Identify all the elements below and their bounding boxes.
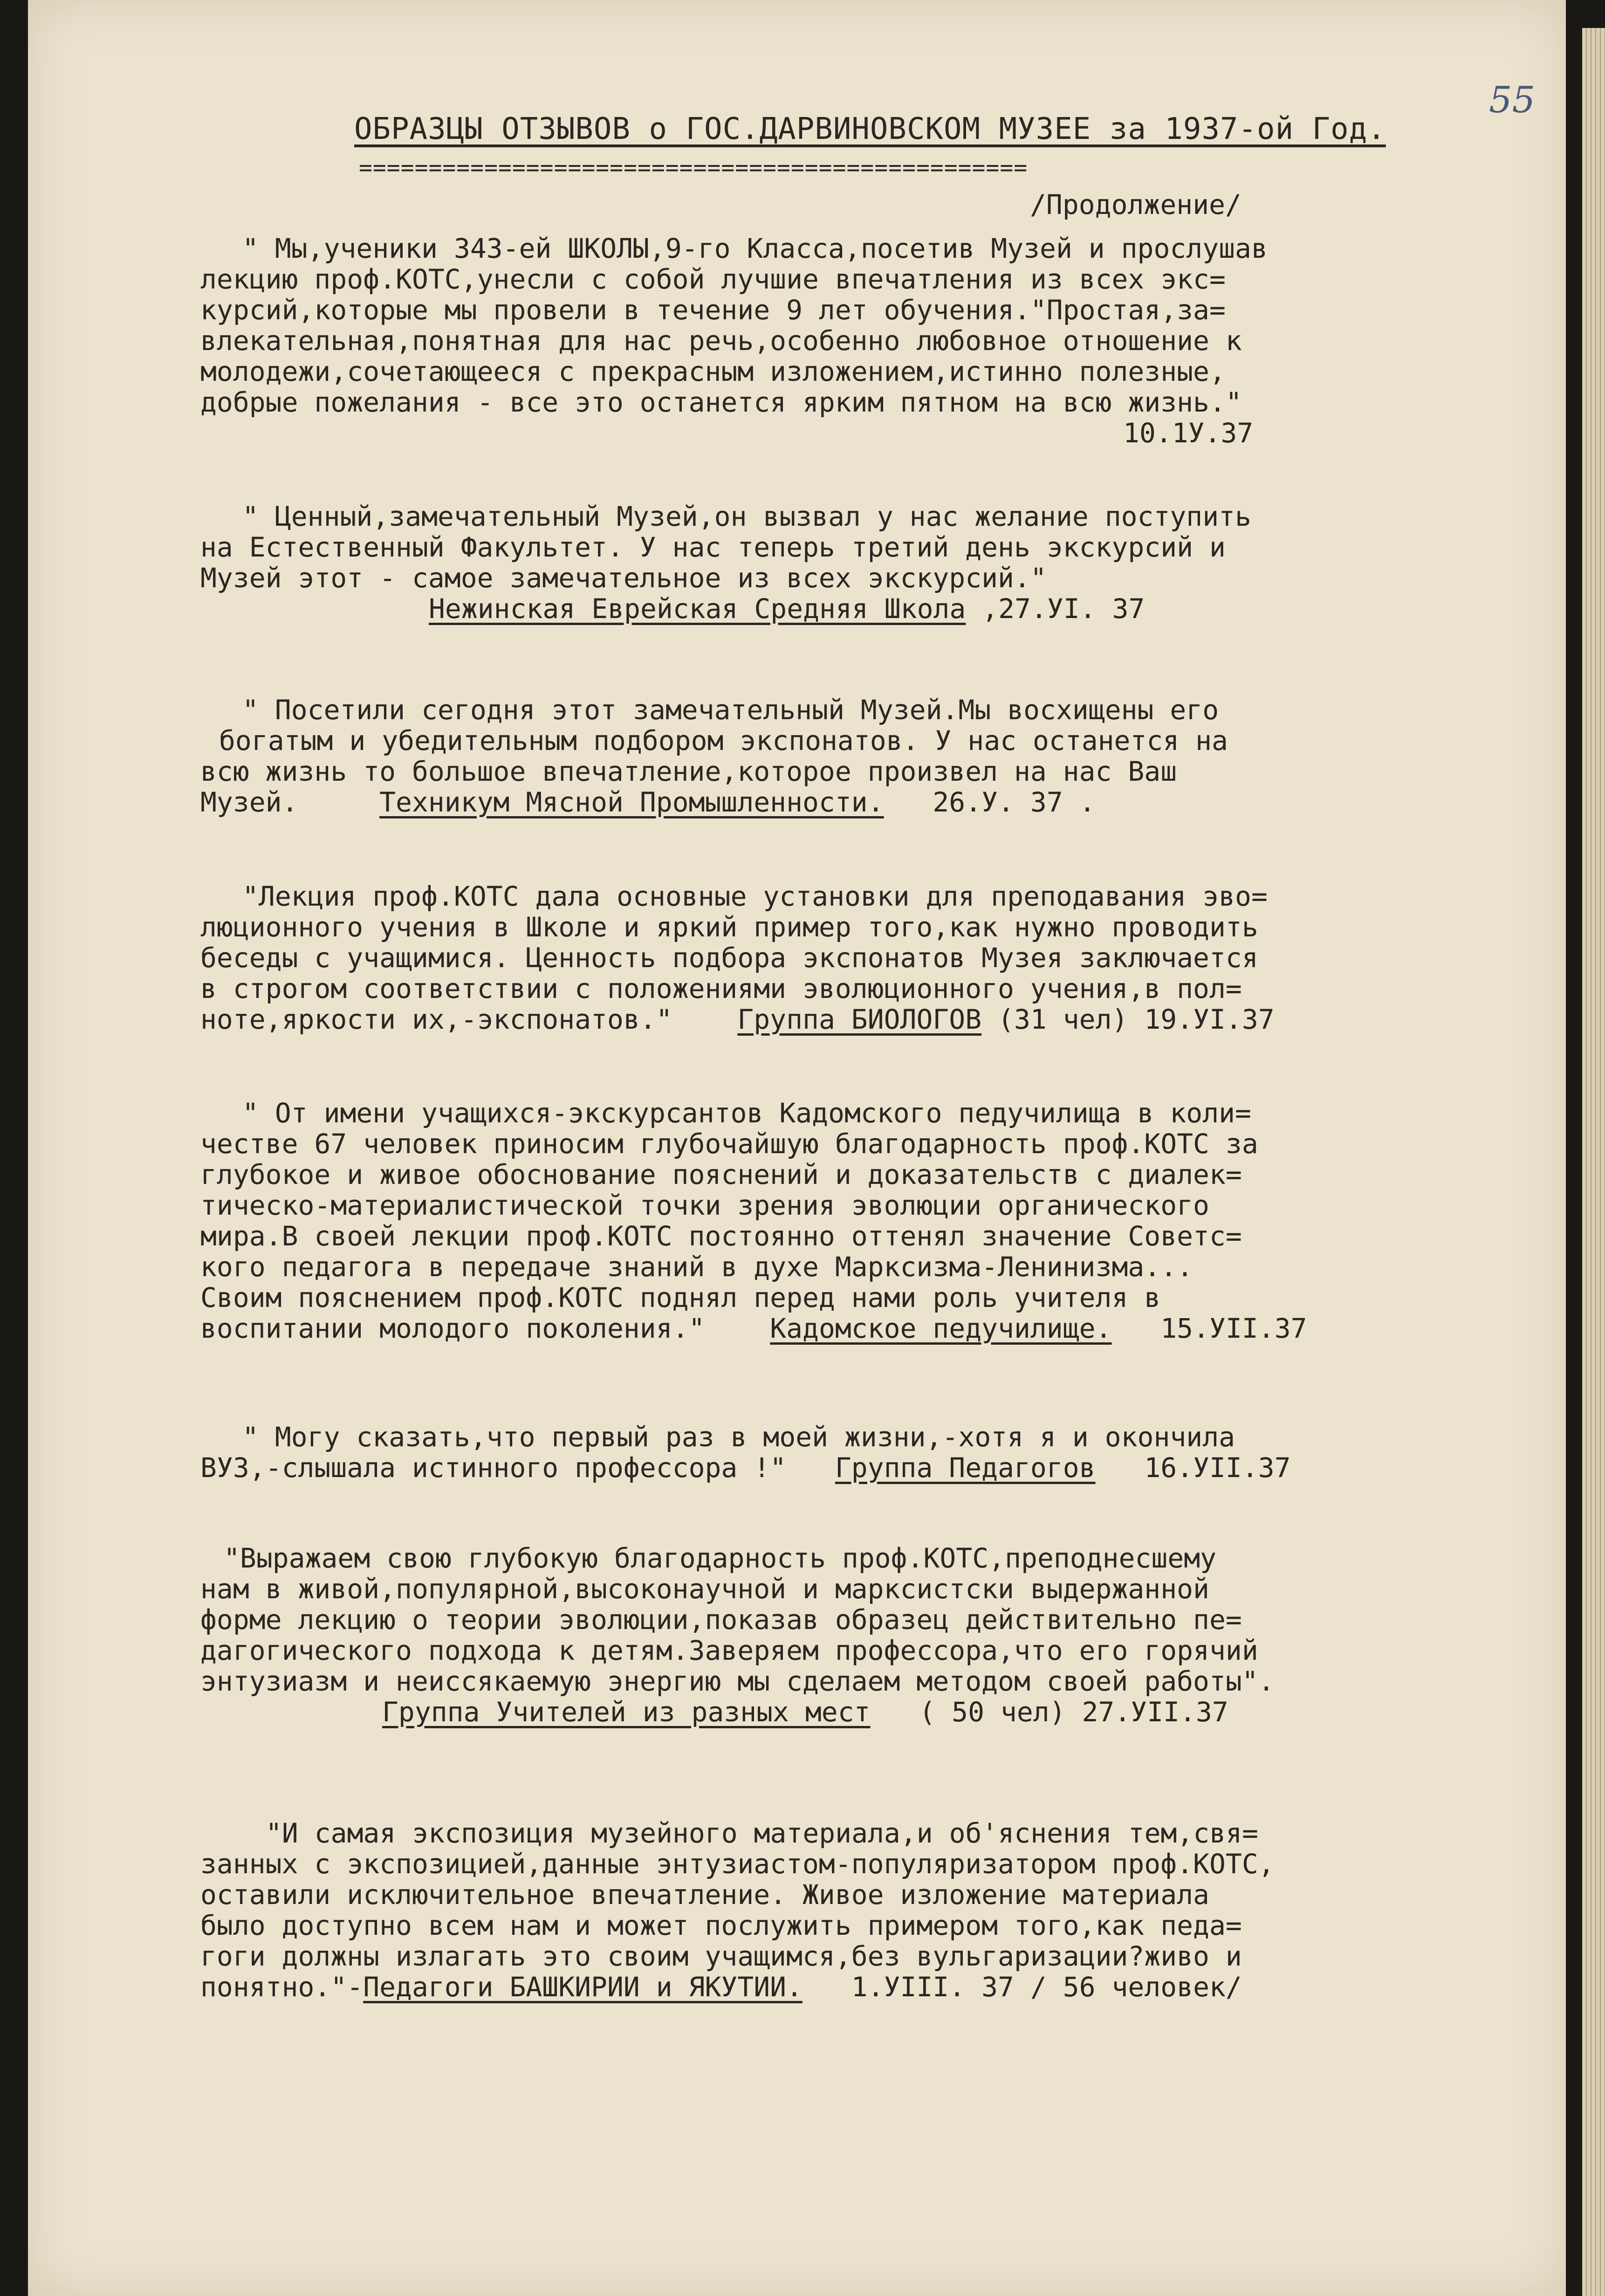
review-line: кого педагога в передаче знаний в духе Марксизма-Ленинизма...	[200, 1251, 1193, 1283]
review-line: лекцию проф.КОТС,унесли с собой лучшие впечатления из всех экс=	[200, 263, 1226, 295]
review-line: энтузиазм и неиссякаемую энергию мы сделаем методом своей работы".	[200, 1665, 1275, 1697]
review-4	[200, 881, 1529, 1035]
signature-date: 15.УII.37	[1160, 1313, 1307, 1344]
signature-date: ,27.УI. 37	[982, 593, 1145, 625]
signature-source: Педагоги БАШКИРИИ и ЯКУТИИ.	[363, 1971, 803, 2003]
signature-lead: воспитании молодого поколения."	[200, 1313, 705, 1344]
review-signature	[200, 593, 1529, 624]
review-line: " Мы,ученики 343-ей ШКОЛЫ,9-го Класса,посетив Музей и прослушав	[242, 233, 1268, 264]
signature-source: Группа БИОЛОГОВ	[737, 1004, 982, 1035]
review-line: "Выражаем свою глубокую благодарность проф.КОТС,преподнесшему	[224, 1542, 1217, 1574]
document-page	[28, 0, 1566, 2296]
review-signature	[200, 1697, 1529, 1727]
review-2	[200, 501, 1529, 624]
review-6	[200, 1422, 1529, 1483]
review-line: оставили исключительное впечатление. Живое изложение материала	[200, 1879, 1209, 1911]
signature-lead: понятно."-	[200, 1971, 364, 2003]
review-signature	[200, 1972, 1529, 2002]
review-signature	[200, 418, 1529, 448]
review-1	[200, 233, 1529, 448]
signature-date: 1.УIII. 37 / 56 человек/	[851, 1971, 1242, 2003]
review-signature	[200, 1313, 1529, 1344]
review-line: занных с экспозицией,данные энтузиастом-популяризатором проф.КОТС,	[200, 1848, 1275, 1880]
review-line: беседы с учащимися. Ценность подбора экспонатов Музея заключается	[200, 942, 1258, 974]
review-8	[200, 1818, 1529, 2002]
review-line: честве 67 человек приносим глубочайшую благодарность проф.КОТС за	[200, 1128, 1258, 1160]
title-rule: ================================================	[359, 155, 1028, 181]
review-line: гоги должны излагать это своим учащимся,без вульгаризации?живо и	[200, 1940, 1242, 1972]
signature-date: 16.УII.37	[1144, 1452, 1291, 1484]
archive-page-number: 55	[1489, 79, 1536, 121]
signature-source: Техникум Мясной Промышленности.	[379, 786, 884, 818]
signature-date: 26.У. 37 .	[933, 786, 1096, 818]
review-line: форме лекцию о теории эволюции,показав образец действительно пе=	[200, 1604, 1242, 1636]
review-7	[200, 1543, 1529, 1727]
signature-source: Кадомское педучилище.	[770, 1313, 1112, 1344]
review-line: люционного учения в Школе и яркий пример того,как нужно проводить	[200, 911, 1258, 943]
review-line: было доступно всем нам и может послужить примером того,как педа=	[200, 1910, 1242, 1941]
review-line: тическо-материалистической точки зрения эволюции органического	[200, 1189, 1209, 1221]
review-line: на Естественный Факультет. У нас теперь третий день экскурсий и	[200, 531, 1226, 563]
review-line: Своим пояснением проф.КОТС поднял перед нами роль учителя в	[200, 1282, 1161, 1313]
review-line: молодежи,сочетающееся с прекрасным изложением,истинно полезные,	[200, 356, 1226, 387]
review-line: " Посетили сегодня этот замечательный Музей.Мы восхищены его	[242, 694, 1219, 726]
review-line: " Могу сказать,что первый раз в моей жизни,-хотя я и окончила	[242, 1421, 1235, 1453]
signature-lead: Музей.	[200, 786, 298, 818]
review-5	[200, 1098, 1529, 1344]
review-line: богатым и убедительным подбором экспонатов. У нас останется на	[219, 725, 1228, 756]
header	[354, 112, 1519, 181]
review-line: "Лекция проф.КОТС дала основные установки для преподавания эво=	[242, 880, 1268, 912]
stacked-page-edges	[1582, 28, 1605, 2296]
review-line: добрые пожелания - все это останется ярким пятном на всю жизнь."	[200, 386, 1242, 418]
review-line: Музей этот - самое замечательное из всех экскурсий."	[200, 562, 1047, 594]
review-line: дагогического подхода к детям.Заверяем профессора,что его горячий	[200, 1635, 1258, 1666]
signature-date: ( 50 чел) 27.УII.37	[919, 1696, 1228, 1728]
signature-date: 10.1У.37	[1123, 417, 1254, 449]
signature-lead: ВУЗ,-слышала истинного профессора !"	[200, 1452, 787, 1484]
review-line: мира.В своей лекции проф.КОТС постоянно оттенял значение Советс=	[200, 1220, 1242, 1252]
review-signature	[200, 1004, 1529, 1035]
review-line: "И самая экспозиция музейного материала,и об'яснения тем,свя=	[266, 1817, 1259, 1849]
review-line: " Ценный,замечательный Музей,он вызвал у нас желание поступить	[242, 501, 1251, 532]
signature-date: (31 чел) 19.УI.37	[998, 1004, 1275, 1035]
review-signature	[200, 1452, 1529, 1483]
continuation-note: /Продолжение/	[1030, 189, 1241, 220]
review-3	[200, 694, 1529, 818]
review-line: " От имени учащихся-экскурсантов Кадомского педучилища в коли=	[242, 1097, 1251, 1129]
signature-source: Нежинская Еврейская Средняя Школа	[429, 593, 966, 625]
review-line: нам в живой,популярной,высоконаучной и марксистски выдержанной	[200, 1573, 1209, 1605]
review-line: влекательная,понятная для нас речь,особенно любовное отношение к	[200, 325, 1242, 357]
review-line: в строгом соответствии с положениями эволюционного учения,в пол=	[200, 973, 1242, 1004]
signature-source: Группа Учителей из разных мест	[382, 1696, 871, 1728]
review-line: глубокое и живое обоснование пояснений и доказательств с диалек=	[200, 1159, 1242, 1190]
review-line: всю жизнь то большое впечатление,которое произвел на нас Ваш	[200, 756, 1177, 787]
document-title: ОБРАЗЦЫ ОТЗЫВОВ о ГОС.ДАРВИНОВСКОМ МУЗЕЕ за 1937-ой Год.	[354, 112, 1386, 146]
signature-source: Группа Педагогов	[835, 1452, 1096, 1484]
signature-lead: ноте,яркости их,-экспонатов."	[200, 1004, 672, 1035]
review-line: курсий,которые мы провели в течение 9 лет обучения."Простая,за=	[200, 294, 1226, 326]
review-signature	[200, 787, 1529, 818]
